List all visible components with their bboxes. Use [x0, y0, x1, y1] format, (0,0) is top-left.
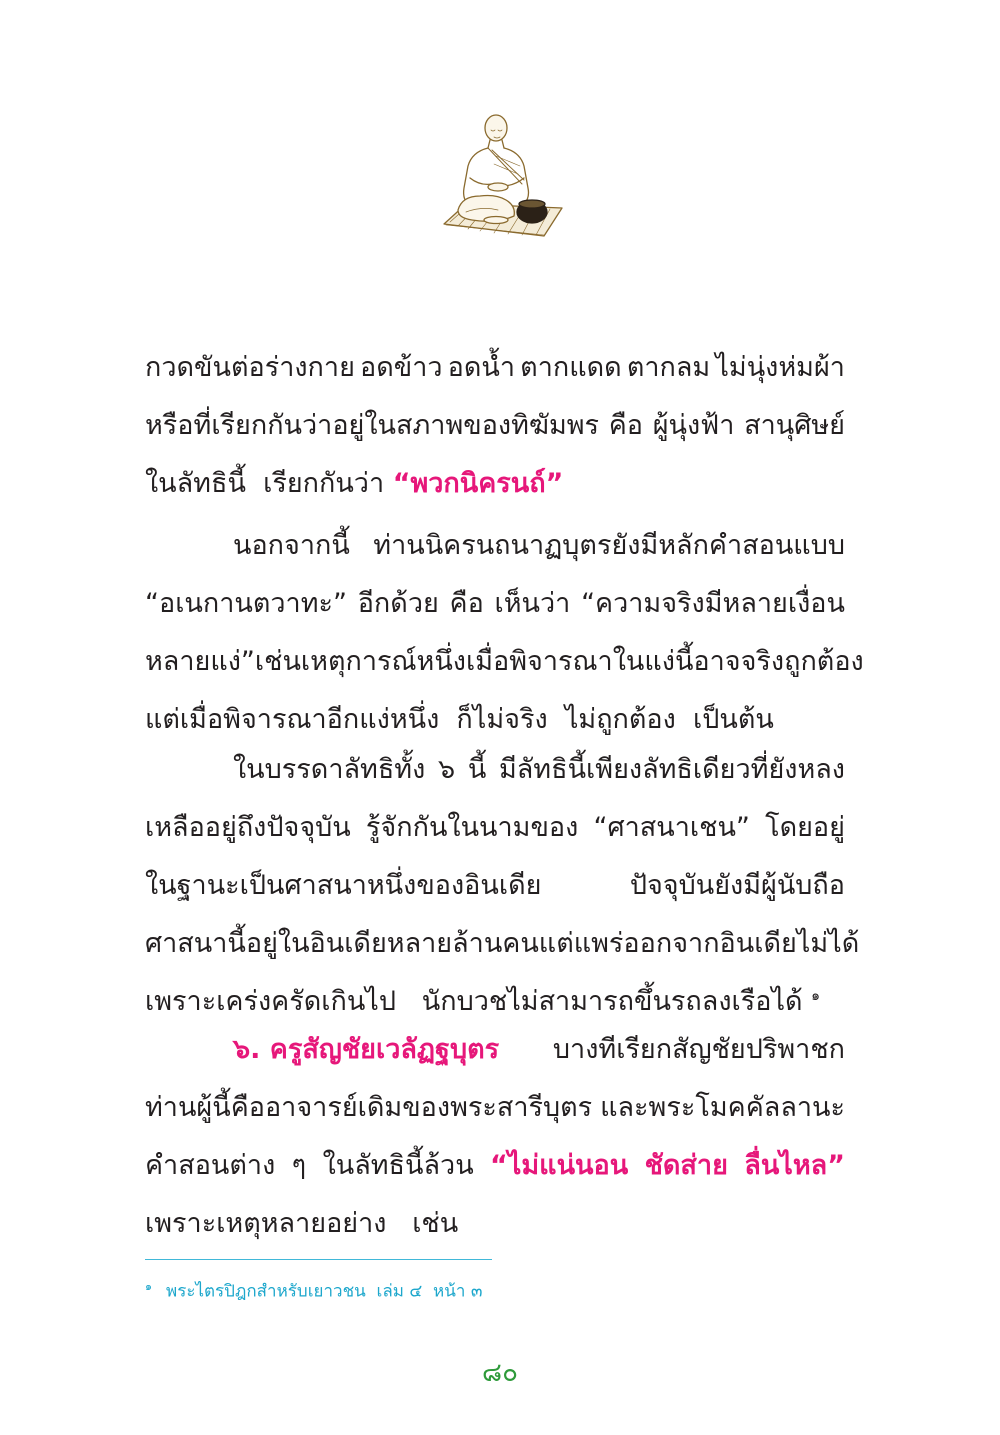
text-line — [145, 575, 845, 633]
text-line — [145, 633, 864, 691]
word: ถูกต้อง — [784, 646, 864, 677]
word: โดยอยู่ — [765, 812, 845, 843]
word: มีลัทธินี้เพียงลัทธิเดียวที่ยังหลง — [498, 754, 845, 785]
footnote-mark: ๑ — [145, 1280, 152, 1293]
text-line — [145, 857, 845, 915]
word: และพระโมคคัลลานะ — [600, 1092, 845, 1123]
word: ในบรรดาลัทธิทั้ง — [233, 754, 426, 785]
highlight-term: ชัดส่าย — [644, 1150, 728, 1181]
word: “ศาสนาเชน” — [593, 812, 750, 843]
word: ๆ — [291, 1150, 307, 1181]
text-line — [145, 799, 845, 857]
text-line — [145, 915, 860, 973]
word: ศาสนานี้อยู่ในอินเดียหลายล้านคน — [145, 928, 539, 959]
footnote-text: พระไตรปิฎกสำหรับเยาวชน เล่ม ๔ หน้า ๓ — [165, 1281, 483, 1302]
word: เหลืออยู่ถึงปัจจุบัน — [145, 812, 351, 843]
paragraph-jain — [145, 741, 860, 1031]
word: บางทีเรียกสัญชัยปริพาชก — [552, 1034, 845, 1065]
paragraph-anekanta — [145, 517, 864, 749]
paragraph-sanjaya — [145, 1021, 845, 1253]
word: คือ — [608, 410, 644, 441]
paragraph-intro — [145, 339, 845, 513]
word: รู้จักกันในนามของ — [365, 812, 579, 843]
word: เมื่อพิจารณาในแง่นี้อาจจริง — [465, 646, 785, 677]
text-segment: ในลัทธินี้ เรียกกันว่า — [145, 468, 393, 499]
text-line: แต่เมื่อพิจารณาอีกแง่หนึ่ง ก็ไม่จริง ไม่ถูกต้อง เป็นต้น — [145, 704, 774, 735]
word: ผู้นุ่งฟ้า — [652, 410, 735, 441]
text-segment: เพราะเคร่งครัดเกินไป นักบวชไม่สามารถขึ้นรถลงเรือได้ — [145, 986, 803, 1017]
footnote-reference: ๑ — [811, 988, 821, 1004]
text-line — [145, 455, 845, 513]
word: อีกด้วย — [357, 588, 439, 619]
text-line — [145, 741, 845, 799]
word: “ความจริงมีหลายเงื่อน — [581, 588, 845, 619]
text-line — [145, 1137, 845, 1195]
word: ตากลม — [626, 352, 711, 383]
text-line — [145, 517, 845, 575]
word: คำสอนต่าง — [145, 1150, 276, 1181]
word: ในฐานะเป็นศาสนาหนึ่งของอินเดีย — [145, 870, 542, 901]
page-number: ๘๐ — [482, 1358, 518, 1388]
word: “อเนกานตวาทะ” — [145, 588, 347, 619]
word: เห็นว่า — [494, 588, 571, 619]
word: ไม่นุ่งห่มผ้า — [715, 352, 845, 383]
footnote — [145, 1277, 482, 1305]
word: ปัจจุบันยังมีผู้นับถือ — [629, 870, 845, 901]
word: หรือที่เรียกกันว่าอยู่ในสภาพของทิฆัมพร — [145, 410, 600, 441]
word: นอกจากนี้ — [233, 530, 350, 561]
text-line — [145, 339, 845, 397]
word: แต่แพร่ออกจากอินเดียไม่ได้ — [538, 928, 860, 959]
word: เหตุการณ์หนึ่ง — [300, 646, 466, 677]
text-line: เพราะเหตุหลายอย่าง เช่น — [145, 1208, 459, 1239]
word: ท่านนิครนถนาฏบุตรยังมีหลักคำสอนแบบ — [373, 530, 845, 561]
text-line — [145, 1079, 845, 1137]
seated-ascetic-icon — [436, 108, 566, 240]
word: อดข้าว — [360, 352, 443, 383]
word: หลายแง่” — [145, 646, 255, 677]
word: ท่านผู้นี้คืออาจารย์เดิมของพระสารีบุตร — [145, 1092, 593, 1123]
text-line — [145, 397, 845, 455]
word: สานุศิษย์ — [744, 410, 845, 441]
text-line — [145, 1021, 845, 1079]
word: คือ — [449, 588, 484, 619]
highlight-term: ลื่นไหล” — [744, 1150, 845, 1181]
word: กวดขันต่อร่างกาย — [145, 352, 355, 383]
highlight-term: “ไม่แน่นอน — [490, 1150, 629, 1181]
word: ๖ — [437, 754, 456, 785]
highlight-term: “พวกนิครนถ์” — [392, 468, 564, 499]
section-heading: ๖. ครูสัญชัยเวลัฏฐบุตร — [233, 1034, 500, 1065]
footnote-divider — [145, 1259, 492, 1260]
word: นี้ — [467, 754, 487, 785]
word: เช่น — [254, 646, 301, 677]
word: ในลัทธินี้ล้วน — [322, 1150, 474, 1181]
word: ตากแดด — [520, 352, 622, 383]
word: อดน้ำ — [447, 352, 516, 383]
